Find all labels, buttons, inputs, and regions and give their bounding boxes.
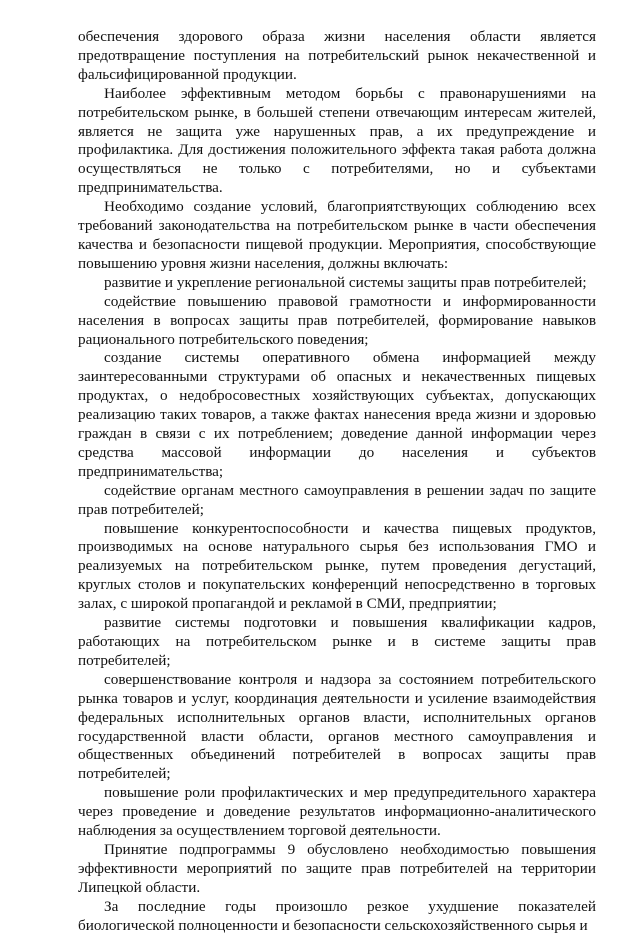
list-item-4: содействие органам местного самоуправления в решении задач по защите прав потребителей; [78, 481, 596, 518]
paragraph-5: За последние годы произошло резкое ухудшение показателей биологической полноценности и безопасности сельскохозяйственного сырья и [78, 897, 596, 934]
paragraph-2: Наиболее эффективным методом борьбы с правонарушениями на потребительском рынке, в большей степени отвечающим интересам жителей, является не защита уже нарушенных прав, а их предупреждение и профилактика. Для достижения положительного эффекта такая работа должна осуществляться не только с потребителями, но и субъектами предпринимательства. [78, 84, 596, 197]
list-item-3: создание системы оперативного обмена информацией между заинтересованными структурами об опасных и некачественных пищевых продуктах, о недобросовестных хозяйствующих субъектах, допускающих реализацию таких товаров, а также фактах нанесения вреда жизни и здоровью граждан в связи с их потреблением; доведение данной информации через средства массовой информации до населения и субъектов предпринимательства; [78, 349, 596, 480]
paragraph-1: обеспечения здорового образа жизни населения области является предотвращение поступления на потребительский рынок некачественной и фальсифицированной продукции. [78, 28, 596, 83]
list-item-1: развитие и укрепление региональной системы защиты прав потребителей; [104, 273, 587, 291]
document-page [78, 28, 596, 936]
list-item-7: совершенствование контроля и надзора за состоянием потребительского рынка товаров и услуг, координация деятельности и усиление взаимодействия федеральных исполнительных органов власти, исполнительных органов государственной власти области, органов местного самоуправления и общественных объединений потребителей в вопросах защиты прав потребителей; [78, 670, 596, 783]
list-item-5: повышение конкурентоспособности и качества пищевых продуктов, производимых на основе натурального сырья без использования ГМО и реализуемых на потребительском рынке, путем проведения дегустаций, круглых столов и покупательских конференций непосредственно в торговых залах, с широкой пропагандой и рекламой в СМИ, предприятии; [78, 519, 596, 613]
paragraph-4: Принятие подпрограммы 9 обусловлено необходимостью повышения эффективности мероприятий по защите прав потребителей на территории Липецкой области. [78, 840, 596, 896]
list-item-2: содействие повышению правовой грамотности и информированности населения в вопросах защиты прав потребителей, формирование навыков рационального потребительского поведения; [78, 292, 596, 348]
list-item-8: повышение роли профилактических и мер предупредительного характера через проведение и доведение результатов информационно-аналитического наблюдения за осуществлением торговой деятельности. [78, 784, 596, 840]
list-item-6: развитие системы подготовки и повышения квалификации кадров, работающих на потребительском рынке и в системе защиты прав потребителей; [78, 614, 596, 669]
paragraph-3: Необходимо создание условий, благоприятствующих соблюдению всех требований законодательства на потребительском рынке в части обеспечения качества и безопасности пищевой продукции. Мероприятия, способствующие повышению уровня жизни населения, должны включать: [78, 198, 596, 272]
